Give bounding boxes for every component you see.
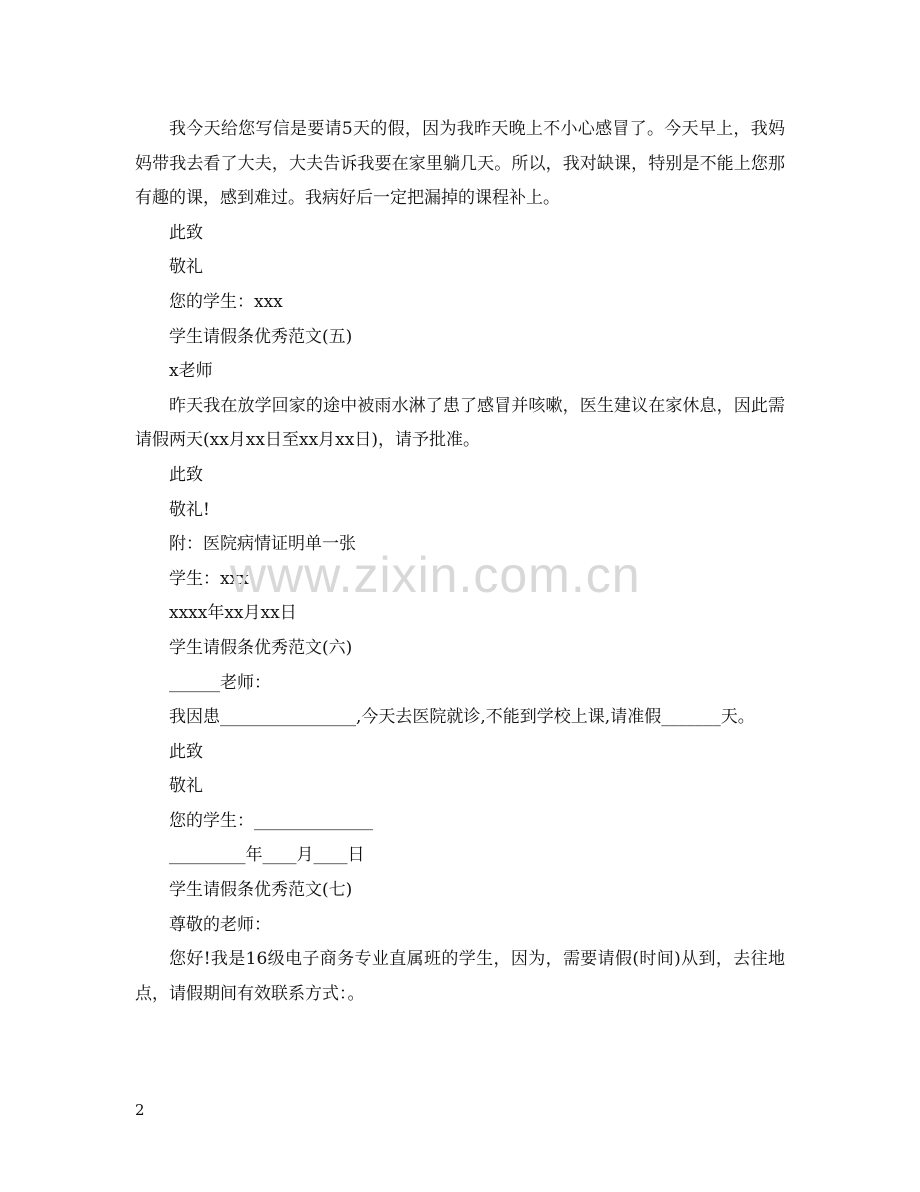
salutation-blank-teacher: ______老师： bbox=[169, 672, 271, 693]
page-number: 2 bbox=[135, 1101, 145, 1119]
paragraph-ecommerce-student: 您好!我是16级电子商务专业直属班的学生，因为，需要请假(时间)从到，去往地点，请假期间有效联系方式：。 bbox=[135, 949, 785, 1004]
paragraph-rain-cold: 昨天我在放学回家的途中被雨水淋了患了感冒并咳嗽，医生建议在家休息，因此需请假两天(xx月xx日至xx月xx日)，请予批准。 bbox=[135, 395, 785, 451]
document-body bbox=[135, 112, 785, 1011]
signature-student: 您的学生：xxx bbox=[169, 291, 283, 312]
watermark: www.zixin.com.cn bbox=[230, 547, 641, 603]
salutation-respected-teacher: 尊敬的老师： bbox=[169, 914, 271, 935]
paragraph-fill-in-leave: 我因患________________,今天去医院就诊,不能到学校上课,请准假_______天。 bbox=[169, 707, 755, 728]
closing-jingli: 敬礼 bbox=[169, 257, 203, 278]
closing-jingli: 敬礼! bbox=[169, 499, 210, 520]
closing-cizhi: 此致 bbox=[169, 464, 203, 485]
closing-cizhi: 此致 bbox=[169, 741, 203, 762]
section-heading-five: 学生请假条优秀范文(五) bbox=[169, 326, 353, 347]
signature-blank-student: 您的学生：______________ bbox=[169, 810, 373, 831]
closing-cizhi: 此致 bbox=[169, 222, 203, 243]
date-blank-line: _________年____月____日 bbox=[169, 845, 365, 866]
paragraph-sick-leave-letter: 我今天给您写信是要请5天的假，因为我昨天晚上不小心感冒了。今天早上，我妈妈带我去看了大夫，大夫告诉我要在家里躺几天。所以，我对缺课，特别是不能上您那有趣的课，感到难过。我病好后一定把漏掉的课程补上。 bbox=[135, 119, 785, 209]
date-line: xxxx年xx月xx日 bbox=[169, 603, 297, 624]
salutation-teacher: x老师 bbox=[169, 361, 213, 382]
attachment-note: 附：医院病情证明单一张 bbox=[169, 534, 356, 555]
section-heading-seven: 学生请假条优秀范文(七) bbox=[169, 880, 353, 901]
section-heading-six: 学生请假条优秀范文(六) bbox=[169, 637, 353, 658]
closing-jingli: 敬礼 bbox=[169, 776, 203, 797]
signature-student: 学生：xxx bbox=[169, 568, 249, 589]
